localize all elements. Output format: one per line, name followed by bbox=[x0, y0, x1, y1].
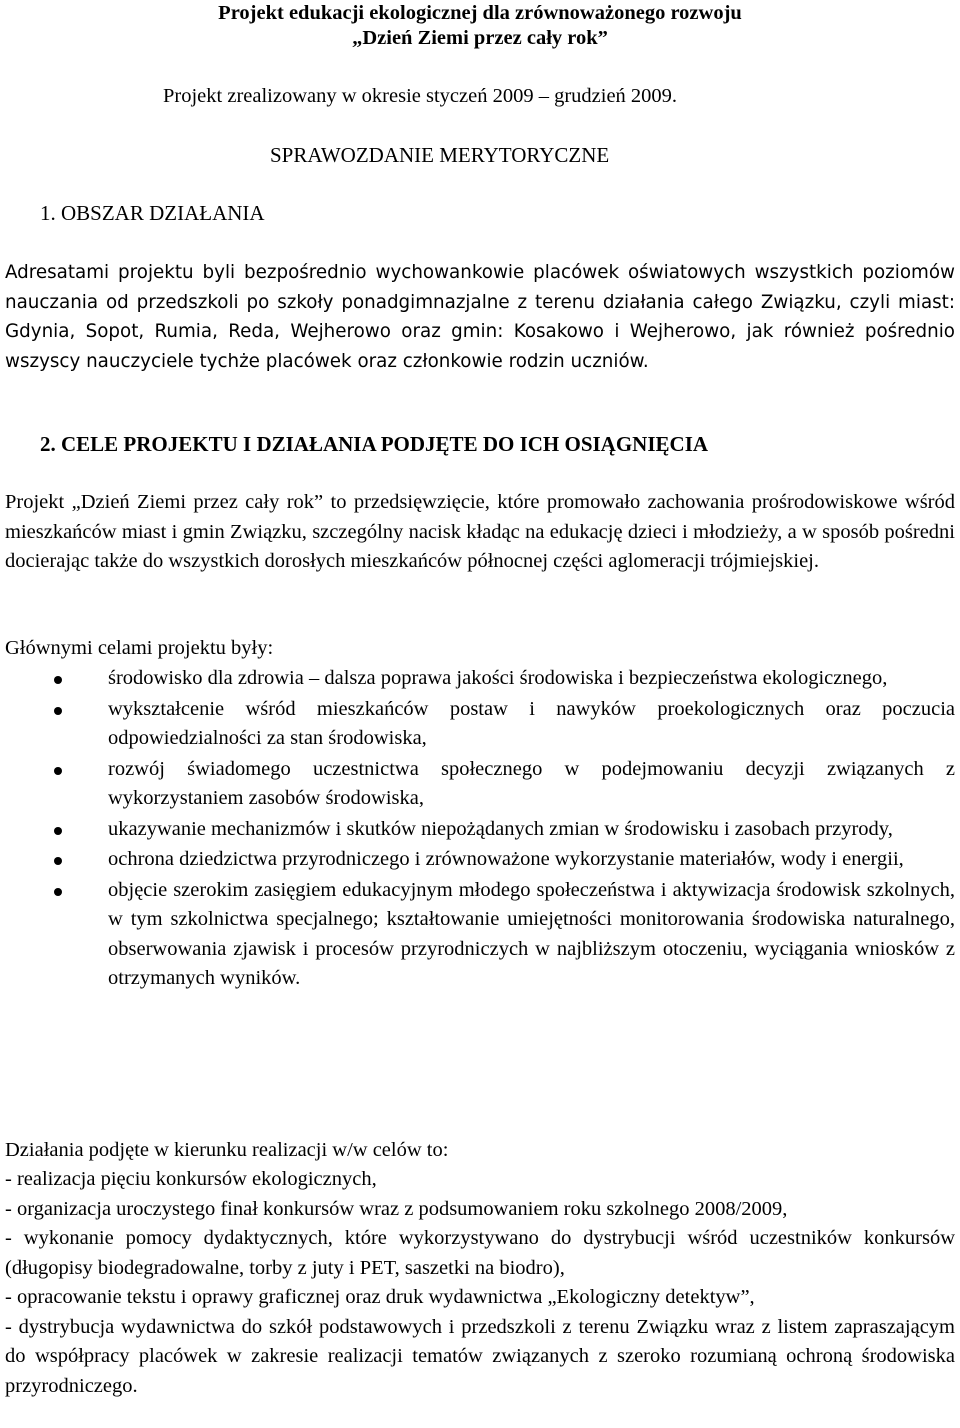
goal-item bbox=[0, 755, 955, 814]
bullet-icon bbox=[54, 707, 62, 715]
action-item: - realizacja pięciu konkursów ekologicznych, bbox=[5, 1168, 377, 1190]
action-item: - wykonanie pomocy dydaktycznych, które wykorzystywano do dystrybucji wśród uczestników konkursów (długopisy biodegradowalne, torby z juty i PET, saszetki na biodro), bbox=[5, 1227, 955, 1279]
goals-list bbox=[0, 664, 955, 995]
goals-intro: Głównymi celami projektu były: bbox=[5, 637, 274, 659]
bullet-icon bbox=[54, 888, 62, 896]
goal-item bbox=[0, 845, 955, 875]
goal-item bbox=[0, 695, 955, 754]
action-item: - dystrybucja wydawnictwa do szkół podstawowych i przedszkoli z terenu Związku wraz z listem zapraszającym do współpracy placówek w zakresie realizacji tematów związanych z szeroko rozumianą ochroną środowiska przyrodniczego. bbox=[5, 1315, 955, 1397]
action-item: - opracowanie tekstu i oprawy graficznej oraz druk wydawnictwa „Ekologiczny detektyw”, bbox=[5, 1286, 755, 1308]
goal-text: objęcie szerokim zasięgiem edukacyjnym młodego społeczeństwa i aktywizacja środowisk szkolnych, w tym szkolnictwa specjalnego; kształtowanie umiejętności monitorowania środowiska naturalnego, obserwowania zjawisk i procesów przyrodniczych w najbliższym otoczeniu, wyciągania wniosków z otrzymanych wyników. bbox=[108, 878, 955, 989]
section2-heading: 2. CELE PROJEKTU I DZIAŁANIA PODJĘTE DO ICH OSIĄGNIĘCIA bbox=[40, 432, 709, 456]
goal-text: ukazywanie mechanizmów i skutków niepożądanych zmian w środowisku i zasobach przyrody, bbox=[108, 817, 893, 840]
section1-paragraph: Adresatami projektu byli bezpośrednio wychowankowie placówek oświatowych wszystkich poziomów nauczania od przedszkoli po szkoły ponadgimnazjalne z terenu działania całego Związku, czyli miast: Gdynia, Sopot, Rumia, Reda, Wejherowo oraz gmin: Kosakowo i Wejherowo, jak również pośrednio wszyscy nauczyciele tychże placówek oraz członkowie rodzin uczniów. bbox=[5, 262, 955, 372]
document-title-line1: Projekt edukacji ekologicznej dla zrównoważonego rozwoju bbox=[218, 2, 742, 24]
actions-intro: Działania podjęte w kierunku realizacji w/w celów to: bbox=[5, 1139, 449, 1161]
document-title-line2: „Dzień Ziemi przez cały rok” bbox=[352, 27, 608, 49]
project-period: Projekt zrealizowany w okresie styczeń 2009 – grudzień 2009. bbox=[163, 85, 678, 107]
bullet-icon bbox=[54, 767, 62, 775]
bullet-icon bbox=[54, 827, 62, 835]
actions-list bbox=[5, 1165, 955, 1401]
section1-heading: 1. OBSZAR DZIAŁANIA bbox=[40, 201, 265, 225]
goal-text: środowisko dla zdrowia – dalsza poprawa jakości środowiska i bezpieczeństwa ekologicznego, bbox=[108, 667, 888, 689]
section2-intro-paragraph: Projekt „Dzień Ziemi przez cały rok” to przedsięwzięcie, które promowało zachowania prośrodowiskowe wśród mieszkańców miast i gmin Związku, szczególny nacisk kładąc na edukację dzieci i młodzieży, a w sposób pośredni docierając także do wszystkich dorosłych mieszkańców północnej części aglomeracji trójmiejskiej. bbox=[5, 491, 955, 572]
goal-text: wykształcenie wśród mieszkańców postaw i nawyków proekologicznych oraz poczucia odpowiedzialności za stan środowiska, bbox=[108, 697, 955, 749]
bullet-icon bbox=[54, 676, 62, 684]
bullet-icon bbox=[54, 857, 62, 865]
goal-item bbox=[0, 876, 955, 994]
goal-item bbox=[0, 815, 955, 845]
goal-text: rozwój świadomego uczestnictwa społecznego w podejmowaniu decyzji związanych z wykorzystaniem zasobów środowiska, bbox=[108, 757, 955, 809]
action-item: - organizacja uroczystego finał konkursów wraz z podsumowaniem roku szkolnego 2008/2009, bbox=[5, 1197, 788, 1220]
goal-item bbox=[0, 664, 955, 694]
goal-text: ochrona dziedzictwa przyrodniczego i zrównoważone wykorzystanie materiałów, wody i energii, bbox=[108, 848, 904, 870]
report-title: SPRAWOZDANIE MERYTORYCZNE bbox=[270, 143, 610, 167]
